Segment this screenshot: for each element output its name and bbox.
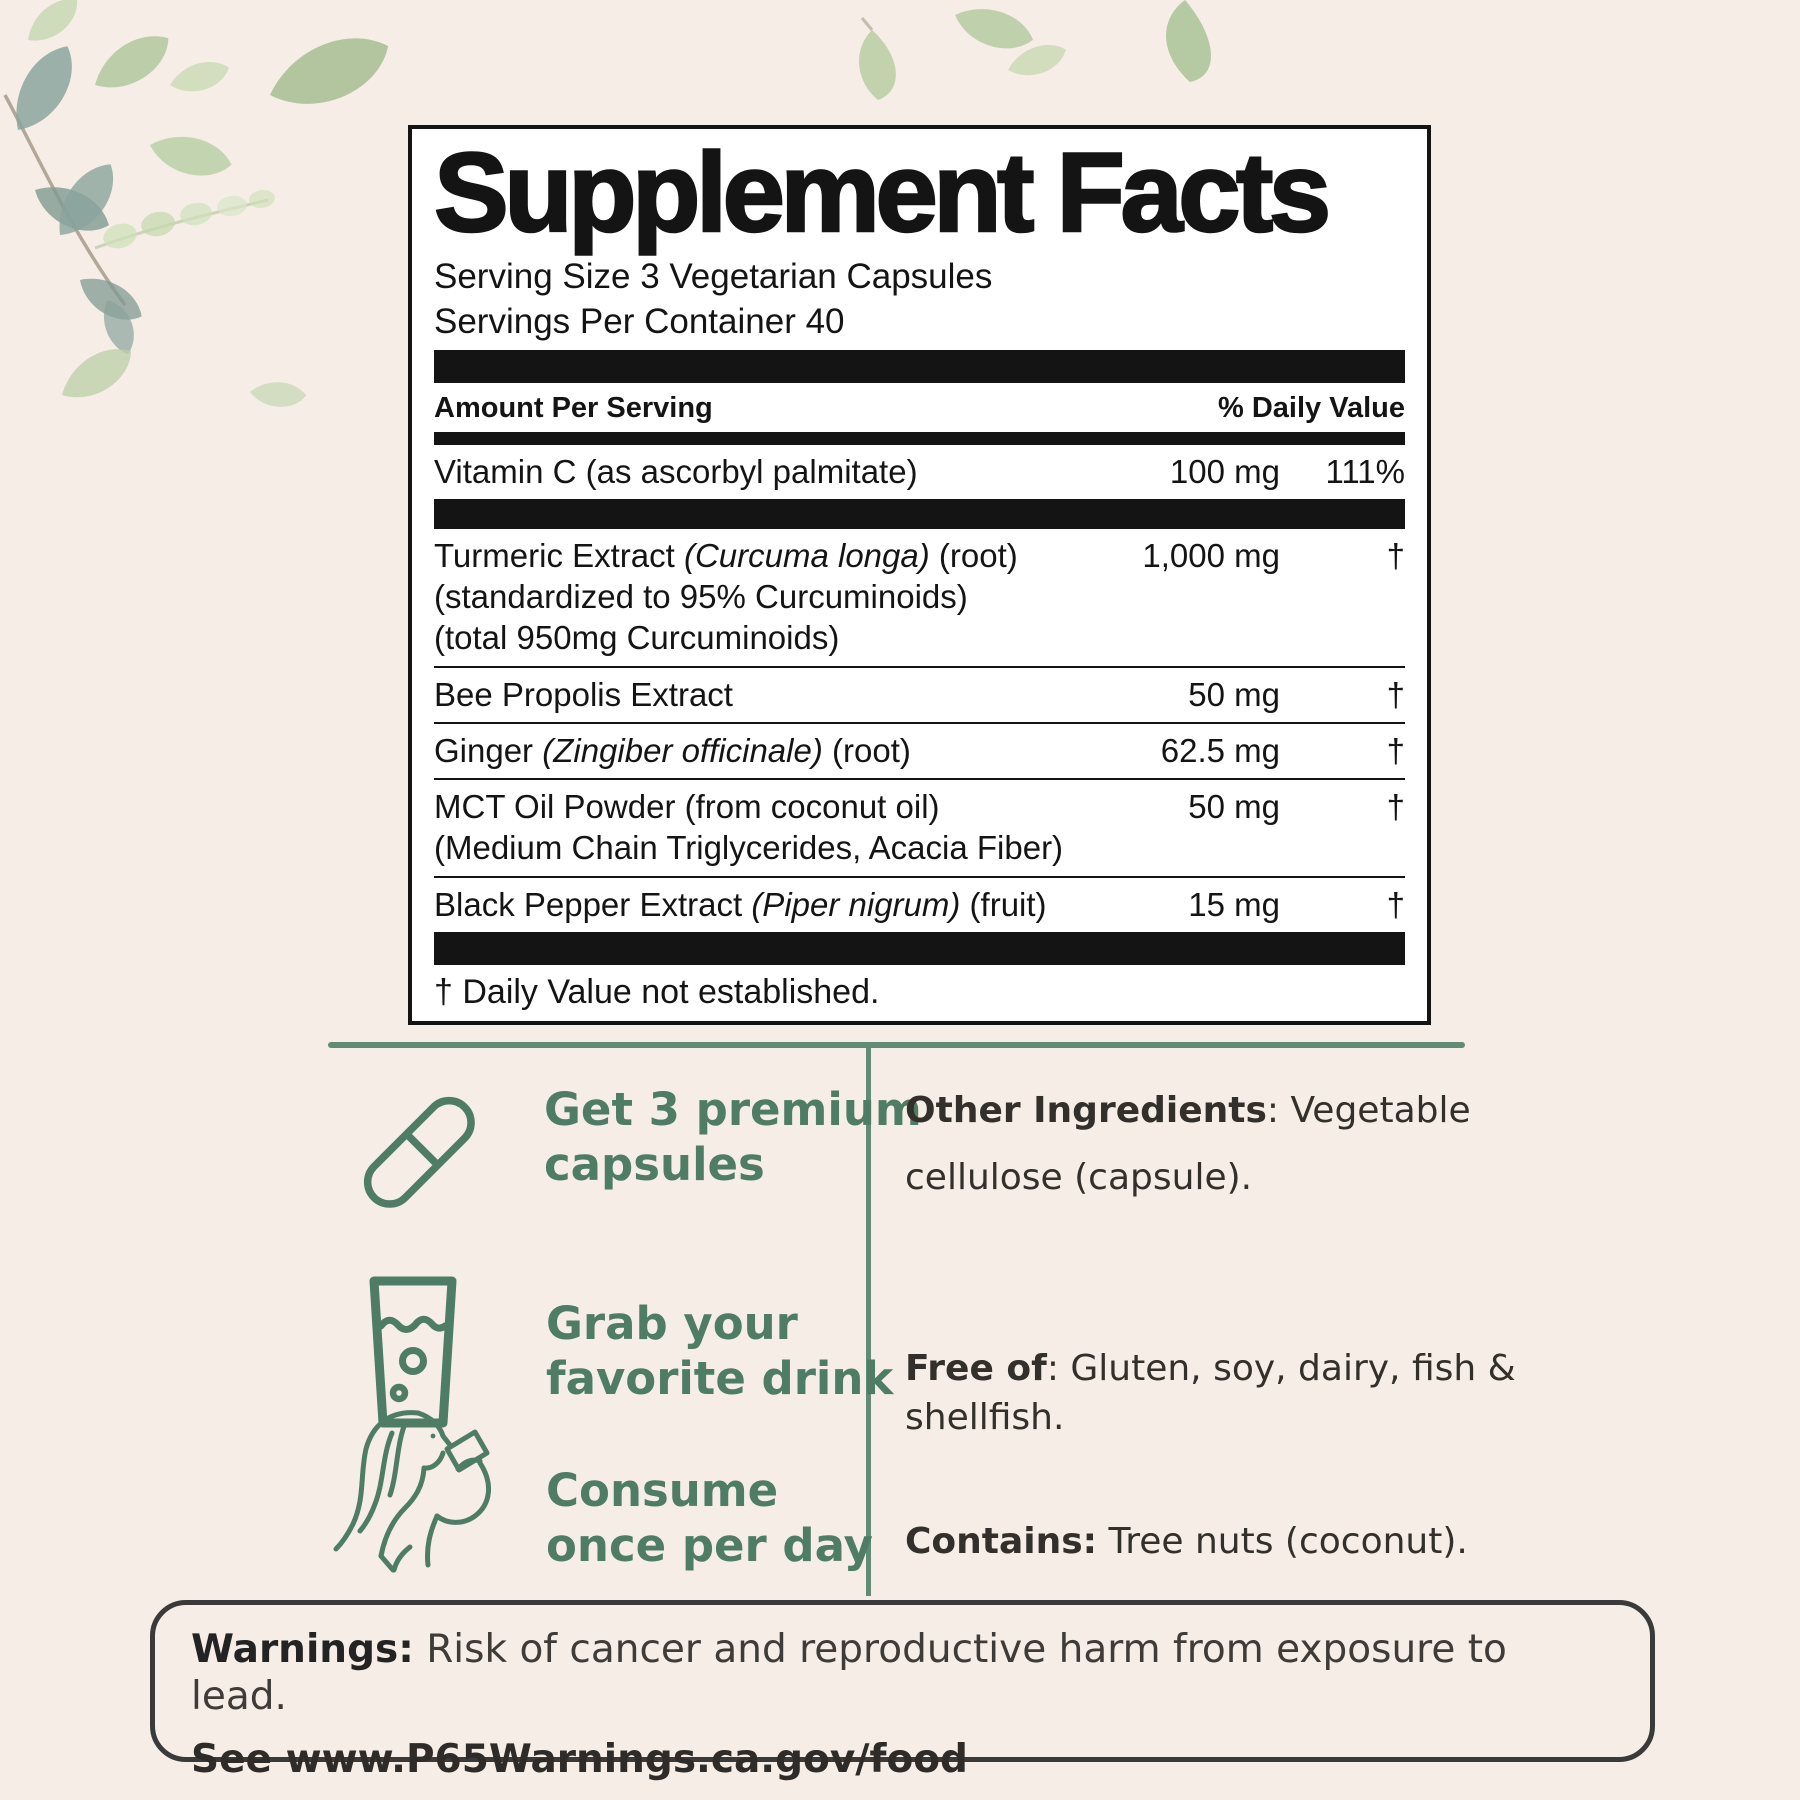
table-row-ginger: Ginger (Zingiber officinale) (root) 62.5 mg † xyxy=(434,722,1405,778)
amount-value: 15 mg xyxy=(1188,885,1280,923)
daily-value: † xyxy=(1386,731,1405,769)
daily-value-footnote: † Daily Value not established. xyxy=(434,972,880,1011)
benefit-drink: Grab your favorite drink xyxy=(546,1297,894,1405)
amount-value: 1,000 mg xyxy=(1142,536,1280,574)
divider-bar xyxy=(434,432,1405,445)
daily-value-header: % Daily Value xyxy=(1218,391,1405,424)
daily-value: † xyxy=(1386,885,1405,923)
prop65-warning-box xyxy=(150,1600,1655,1782)
table-row-vitamin-c: Vitamin C (as ascorbyl palmitate) 100 mg 111% xyxy=(434,445,1405,499)
woman-drinking-icon xyxy=(330,1405,510,1580)
serving-size: Serving Size 3 Vegetarian Capsules xyxy=(434,257,993,297)
daily-value: 111% xyxy=(1325,452,1405,490)
table-row-bee-propolis: Bee Propolis Extract 50 mg † xyxy=(434,666,1405,722)
amount-value: 100 mg xyxy=(1169,452,1280,490)
warning-url: See www.P65Warnings.ca.gov/food xyxy=(191,1736,968,1782)
daily-value: † xyxy=(1386,536,1405,574)
table-row-black-pepper: Black Pepper Extract (Piper nigrum) (fruit) 15 mg † xyxy=(434,876,1405,932)
table-row-mct-oil: MCT Oil Powder (from coconut oil) (Medium Chain Triglycerides, Acacia Fiber) 50 mg † xyxy=(434,778,1405,876)
amount-value: 50 mg xyxy=(1188,788,1280,826)
daily-value: † xyxy=(1386,788,1405,826)
amount-value: 50 mg xyxy=(1188,675,1280,713)
contains-text: Contains: Tree nuts (coconut). xyxy=(905,1521,1468,1562)
other-ingredients-text: Other Ingredients: Vegetable cellulose (capsule). xyxy=(905,1090,1471,1198)
divider-bar xyxy=(434,499,1405,529)
amount-per-serving-header: Amount Per Serving xyxy=(434,391,713,424)
daily-value: † xyxy=(1386,675,1405,713)
divider-bar xyxy=(434,932,1405,965)
horizontal-divider xyxy=(328,1042,1465,1048)
table-row-turmeric: Turmeric Extract (Curcuma longa) (root) (standardized to 95% Curcuminoids) (total 950mg Curcuminoids) 1,000 mg † xyxy=(434,529,1405,666)
benefit-consume: Consume once per day xyxy=(546,1464,873,1572)
supplement-facts-panel xyxy=(408,125,1431,1025)
warning-text: Warnings: Risk of cancer and reproductive harm from exposure to lead. xyxy=(191,1627,1507,1719)
divider-bar xyxy=(434,350,1405,383)
servings-per-container: Servings Per Container 40 xyxy=(434,301,845,341)
supplement-facts-title: Supplement Facts xyxy=(434,130,1327,255)
facts-header-row xyxy=(434,383,1405,432)
free-of-text: Free of: Gluten, soy, dairy, fish & shellfish. xyxy=(905,1348,1516,1438)
benefit-capsules: Get 3 premium capsules xyxy=(544,1083,922,1191)
amount-value: 62.5 mg xyxy=(1160,731,1280,769)
capsule-icon xyxy=(362,1082,477,1227)
